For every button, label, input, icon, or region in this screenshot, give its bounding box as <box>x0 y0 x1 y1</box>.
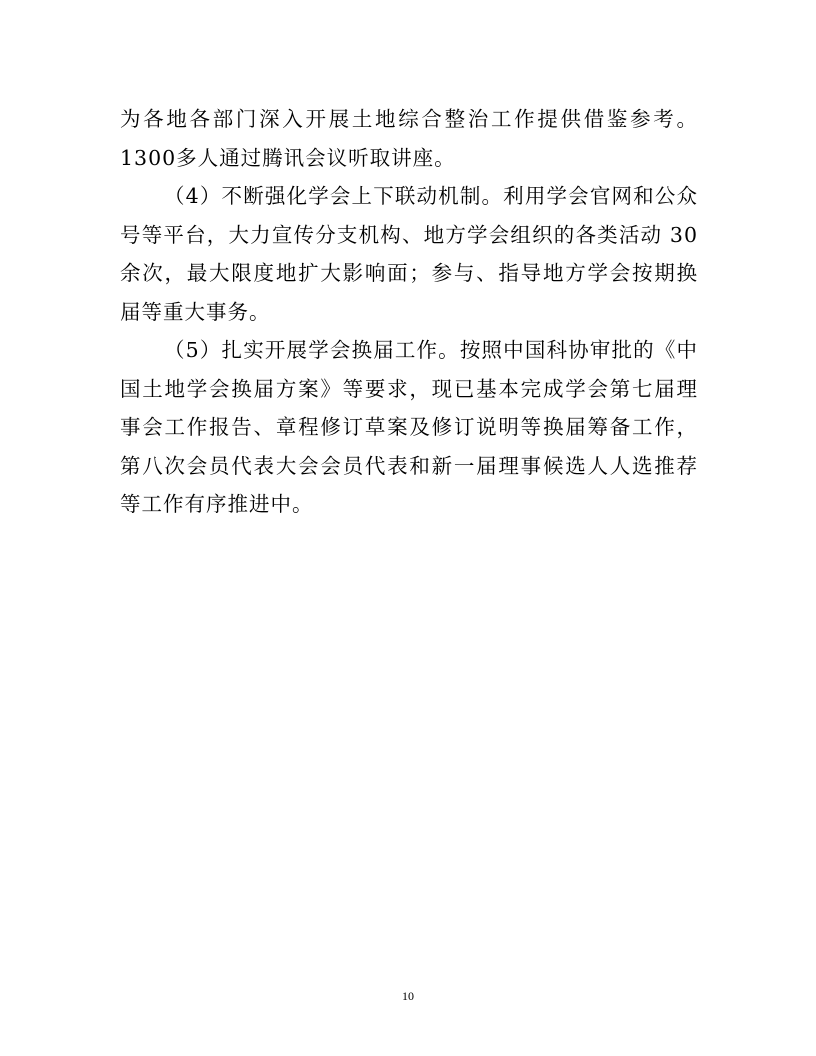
paragraph-item-4: （4）不断强化学会上下联动机制。利用学会官网和公众号等平台，大力宣传分支机构、地方学会组织的各类活动 30 余次，最大限度地扩大影响面；参与、指导地方学会按期换届等重大事务。 <box>120 184 698 324</box>
body-text <box>120 100 698 524</box>
paragraph-continuation: 为各地各部门深入开展土地综合整治工作提供借鉴参考。1300多人通过腾讯会议听取讲座。 <box>120 107 698 170</box>
paragraph-item-5: （5）扎实开展学会换届工作。按照中国科协审批的《中国土地学会换届方案》等要求，现已基本完成学会第七届理事会工作报告、章程修订草案及修订说明等换届筹备工作，第八次会员代表大会会员代表和新一届理事候选人人选推荐等工作有序推进中。 <box>120 338 698 516</box>
page-number: 10 <box>402 989 414 1003</box>
